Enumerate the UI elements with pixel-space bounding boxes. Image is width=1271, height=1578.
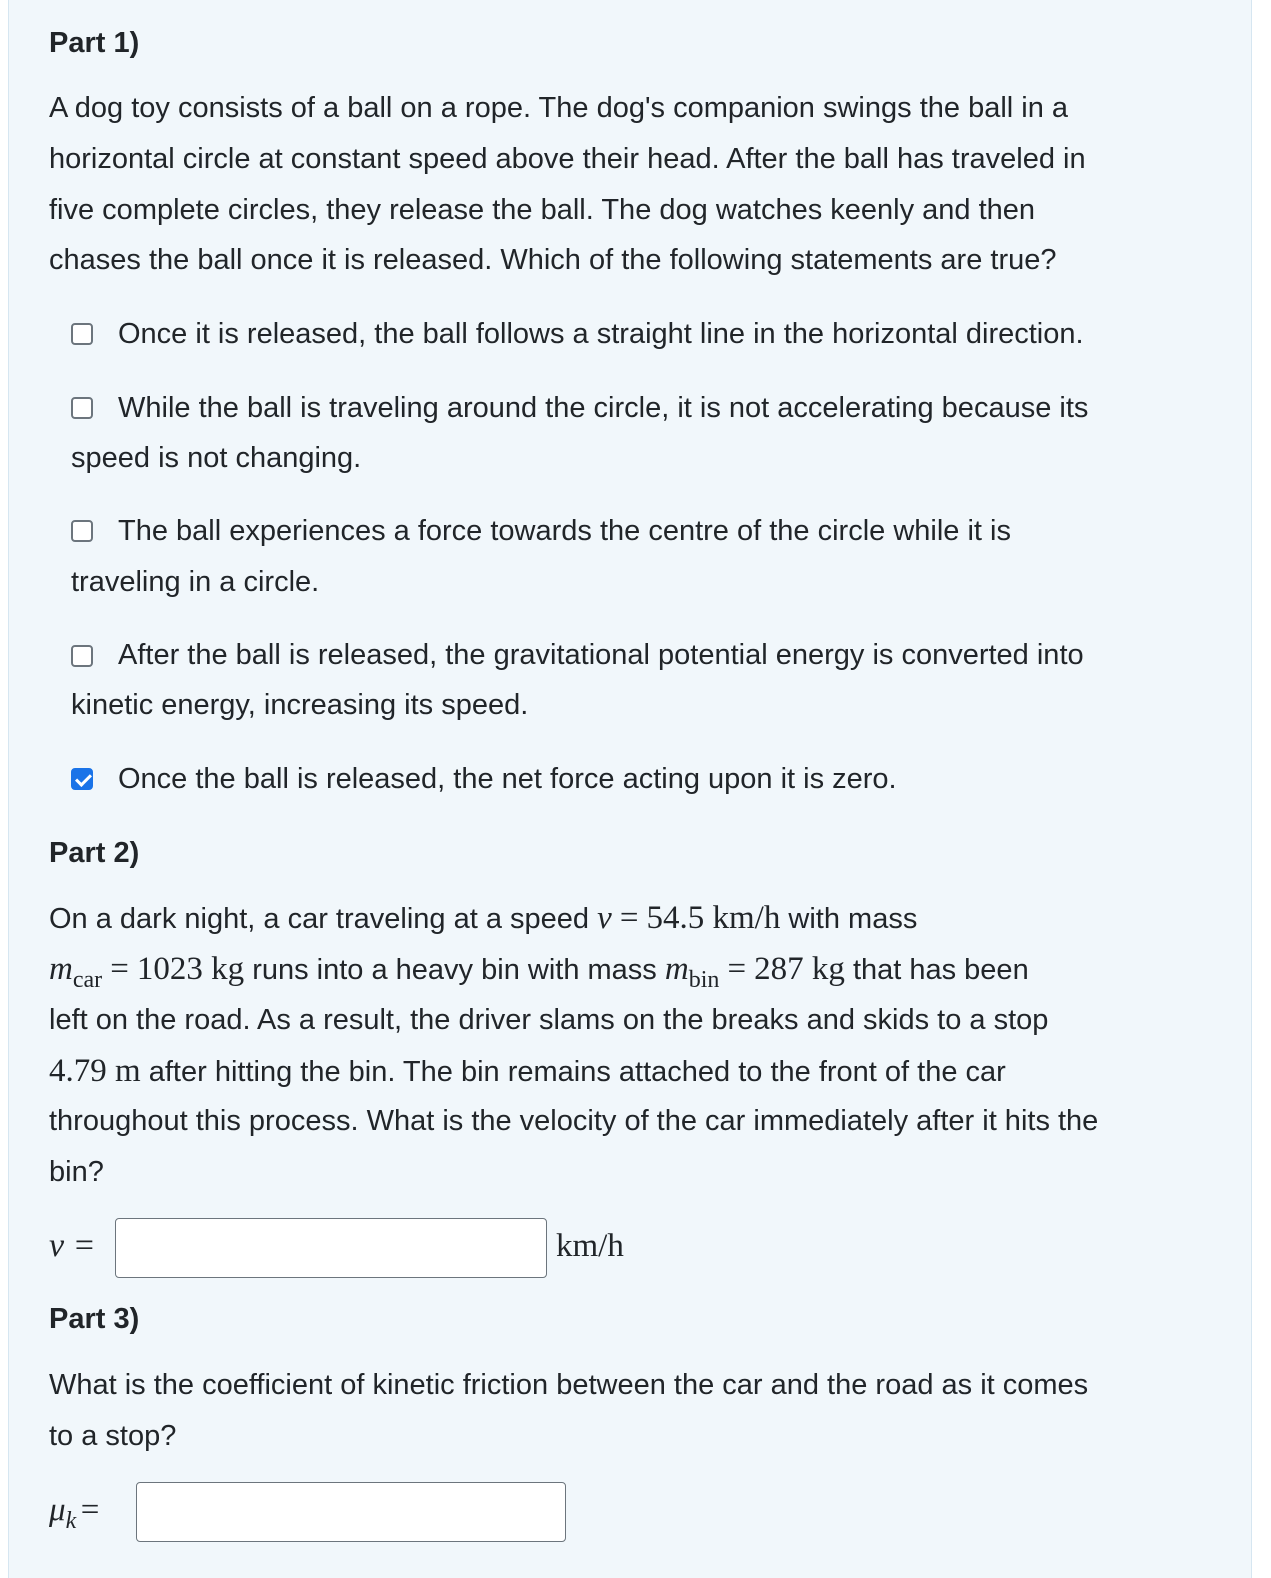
velocity-unit: km/h [556, 1228, 624, 1264]
part2-question-line-1 [49, 900, 917, 937]
part1-heading: Part 1) [49, 27, 140, 59]
distance-value: 4.79 m [49, 1053, 141, 1089]
part3-heading: Part 3) [49, 1303, 140, 1335]
speed-value: 54.5 km/h [646, 900, 781, 936]
part3-question-line: What is the coefficient of kinetic friction between the car and the road as it comes [49, 1369, 1089, 1401]
part1-question-line: horizontal circle at constant speed above their head. After the ball has traveled in [49, 143, 1086, 175]
mu-symbol: μ [49, 1492, 66, 1528]
equals-sign: = [727, 951, 747, 987]
option-4-label-cont[interactable]: kinetic energy, increasing its speed. [71, 689, 529, 721]
bin-subscript: bin [688, 967, 720, 993]
mass-symbol: m [49, 951, 73, 987]
option-5-label[interactable]: Once the ball is released, the net force acting upon it is zero. [118, 763, 897, 795]
option-2-label-cont[interactable]: speed is not changing. [71, 442, 362, 474]
part1-question-line: five complete circles, they release the ball. The dog watches keenly and then [49, 194, 1036, 226]
part2-question-line-2 [49, 951, 1029, 993]
text: that has been [852, 954, 1029, 986]
k-subscript: k [65, 1508, 77, 1534]
car-subscript: car [72, 967, 103, 993]
part2-question-line-5: throughout this process. What is the velocity of the car immediately after it hits the [49, 1105, 1099, 1137]
text: runs into a heavy bin with mass [252, 954, 657, 986]
velocity-answer-input[interactable] [115, 1218, 547, 1278]
bin-mass-value: 287 kg [754, 951, 845, 987]
part3-question-line: to a stop? [49, 1420, 177, 1452]
text: On a dark night, a car traveling at a speed [49, 903, 590, 935]
text: with mass [788, 903, 918, 935]
option-3-checkbox[interactable] [71, 520, 93, 542]
option-3-label[interactable]: The ball experiences a force towards the centre of the circle while it is [118, 515, 1011, 547]
friction-answer-input[interactable] [136, 1482, 566, 1542]
mass-symbol: m [664, 951, 689, 987]
option-4-checkbox[interactable] [71, 645, 93, 667]
text: after hitting the bin. The bin remains attached to the front of the car [148, 1056, 1006, 1088]
equals-sign: = [110, 951, 129, 987]
car-mass-value: 1023 kg [136, 951, 245, 987]
part1-question-line: chases the ball once it is released. Which of the following statements are true? [49, 244, 1057, 276]
option-2-checkbox[interactable] [71, 397, 93, 419]
option-3-label-cont[interactable]: traveling in a circle. [71, 566, 320, 598]
part2-question-line-6: bin? [49, 1156, 104, 1188]
option-1-label[interactable]: Once it is released, the ball follows a straight line in the horizontal direction. [118, 318, 1084, 350]
velocity-answer-label: v = [49, 1227, 96, 1264]
part2-question-line-4 [49, 1053, 1006, 1090]
option-1-checkbox[interactable] [71, 323, 93, 345]
option-4-label[interactable]: After the ball is released, the gravitational potential energy is converted into [118, 639, 1084, 671]
part1-question-line: A dog toy consists of a ball on a rope. The dog's companion swings the ball in a [49, 92, 1069, 124]
part2-heading: Part 2) [49, 837, 140, 869]
equals-sign: = [80, 1492, 100, 1528]
friction-answer-label [49, 1492, 100, 1534]
part2-question-line-3: left on the road. As a result, the driver slams on the breaks and skids to a stop [49, 1004, 1049, 1036]
option-2-label[interactable]: While the ball is traveling around the circle, it is not accelerating because its [118, 392, 1089, 424]
option-5-checkbox[interactable] [71, 768, 93, 790]
equals-sign: = [619, 900, 639, 936]
velocity-symbol: v [597, 900, 612, 936]
